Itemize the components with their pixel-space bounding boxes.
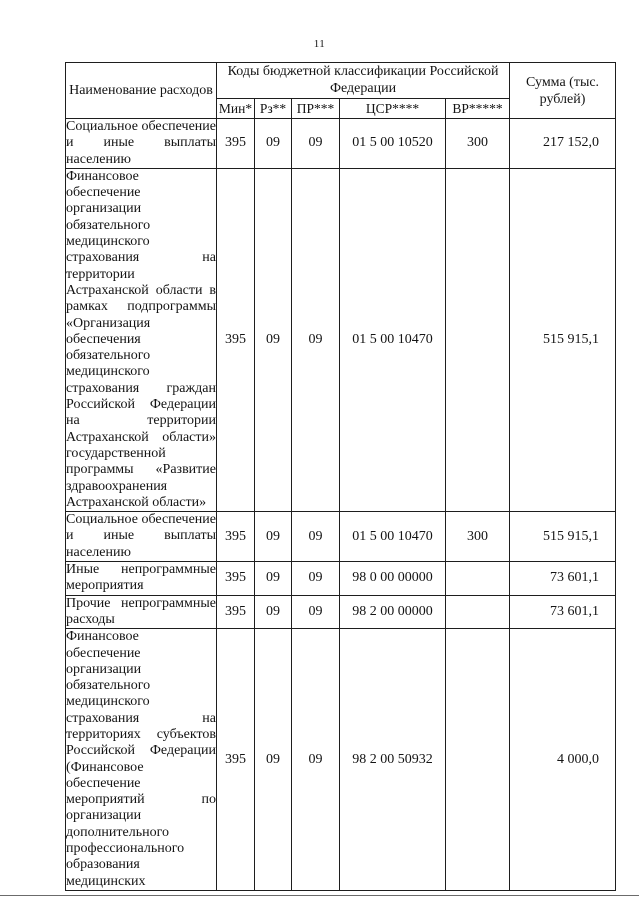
row-name: Финансовое обеспечение организации обязательного медицинского страхования на территориях субъектов Российской Федерации (Финансовое обеспечение мероприятий по организации дополнительного профессионального образования медицинских bbox=[66, 629, 216, 889]
row-vr bbox=[446, 595, 510, 629]
row-csr: 98 2 00 00000 bbox=[340, 595, 446, 629]
table-row bbox=[66, 595, 616, 629]
header-code-vr: ВР***** bbox=[446, 99, 510, 119]
row-rz: 09 bbox=[255, 119, 292, 169]
header-name: Наименование расходов bbox=[66, 63, 217, 119]
header-code-pr: ПР*** bbox=[292, 99, 340, 119]
budget-classification-table bbox=[65, 62, 616, 891]
row-name: Социальное обеспечение и иные выплаты населению bbox=[66, 512, 216, 560]
table-row bbox=[66, 562, 616, 596]
row-sum: 4 000,0 bbox=[510, 629, 616, 891]
row-rz: 09 bbox=[255, 512, 292, 562]
row-name: Социальное обеспечение и иные выплаты населению bbox=[66, 119, 216, 167]
header-code-rz: Рз** bbox=[255, 99, 292, 119]
row-csr: 01 5 00 10520 bbox=[340, 119, 446, 169]
page-bottom-edge bbox=[0, 895, 639, 896]
row-pr: 09 bbox=[292, 119, 340, 169]
row-pr: 09 bbox=[292, 629, 340, 891]
header-code-min: Мин* bbox=[217, 99, 255, 119]
row-min: 395 bbox=[217, 629, 255, 891]
row-pr: 09 bbox=[292, 595, 340, 629]
header-codes-group: Коды бюджетной классификации Российской Федерации bbox=[217, 63, 510, 99]
row-rz: 09 bbox=[255, 168, 292, 511]
row-sum: 515 915,1 bbox=[510, 512, 616, 562]
table-row bbox=[66, 119, 616, 169]
row-name: Прочие непрограммные расходы bbox=[66, 595, 216, 627]
row-min: 395 bbox=[217, 512, 255, 562]
row-vr: 300 bbox=[446, 119, 510, 169]
table-row bbox=[66, 512, 616, 562]
row-vr: 300 bbox=[446, 512, 510, 562]
row-pr: 09 bbox=[292, 512, 340, 562]
row-csr: 98 0 00 00000 bbox=[340, 562, 446, 596]
page-number: 11 bbox=[313, 38, 326, 50]
row-sum: 73 601,1 bbox=[510, 595, 616, 629]
row-rz: 09 bbox=[255, 629, 292, 891]
row-csr: 98 2 00 50932 bbox=[340, 629, 446, 891]
row-pr: 09 bbox=[292, 562, 340, 596]
header-row-top bbox=[66, 63, 616, 99]
table-row bbox=[66, 168, 616, 511]
row-min: 395 bbox=[217, 595, 255, 629]
row-rz: 09 bbox=[255, 595, 292, 629]
row-min: 395 bbox=[217, 562, 255, 596]
row-vr bbox=[446, 168, 510, 511]
table-row bbox=[66, 629, 616, 891]
row-vr bbox=[446, 629, 510, 891]
row-rz: 09 bbox=[255, 562, 292, 596]
row-csr: 01 5 00 10470 bbox=[340, 168, 446, 511]
row-vr bbox=[446, 562, 510, 596]
row-sum: 73 601,1 bbox=[510, 562, 616, 596]
header-sum: Сумма (тыс. рублей) bbox=[510, 63, 616, 119]
row-csr: 01 5 00 10470 bbox=[340, 512, 446, 562]
row-pr: 09 bbox=[292, 168, 340, 511]
row-min: 395 bbox=[217, 119, 255, 169]
row-name: Иные непрограммные мероприятия bbox=[66, 562, 216, 594]
row-sum: 217 152,0 bbox=[510, 119, 616, 169]
header-code-csr: ЦСР**** bbox=[340, 99, 446, 119]
row-sum: 515 915,1 bbox=[510, 168, 616, 511]
row-min: 395 bbox=[217, 168, 255, 511]
row-name: Финансовое обеспечение организации обязательного медицинского страхования на территории Астраханской области в рамках подпрограммы «Организация обеспечения обязательного медицинского страхования граждан Российской Федерации на территории Астраханской области» государственной программы «Развитие здравоохранения Астраханской области» bbox=[66, 168, 216, 510]
